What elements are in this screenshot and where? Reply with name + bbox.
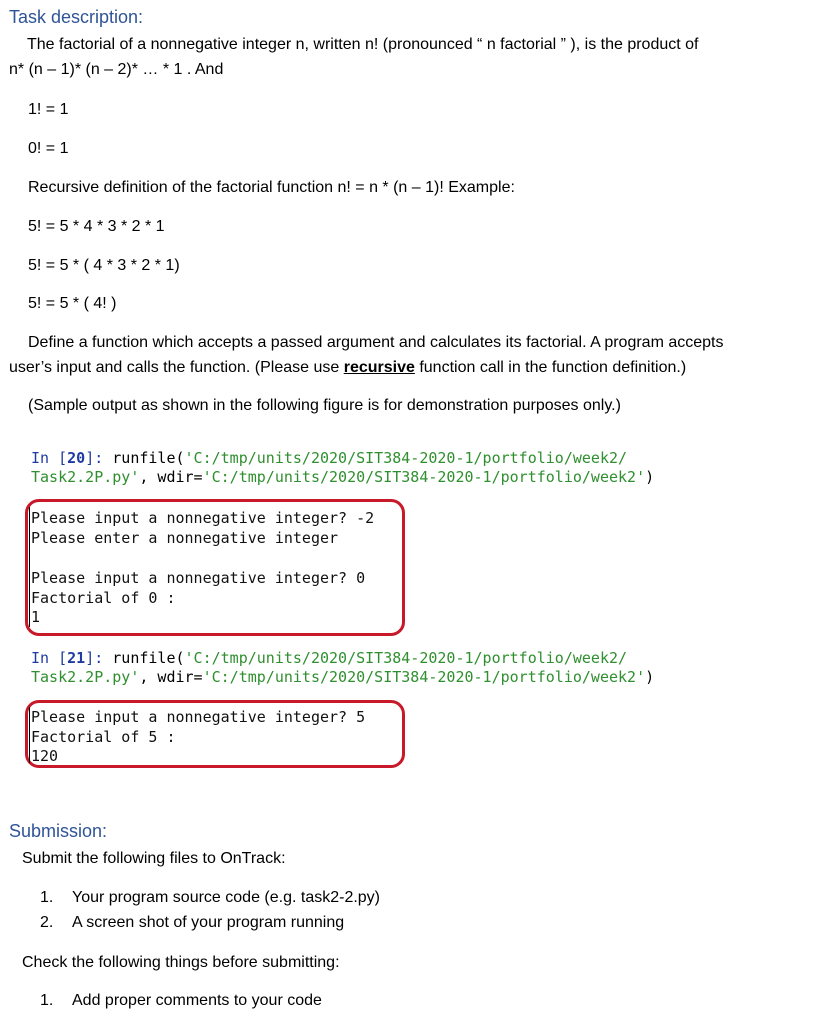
example-1: 5! = 5 * 4 * 3 * 2 * 1	[28, 218, 165, 235]
submission-item-1-num: 1.	[40, 889, 54, 906]
submission-item-2: A screen shot of your program running	[72, 914, 345, 931]
define-line-1: Define a function which accepts a passed argument and calculates its factorial. A program accepts	[28, 334, 724, 351]
check-item-1: Add proper comments to your code	[72, 992, 322, 1009]
run2-output-3: 120	[31, 747, 59, 765]
submission-intro: Submit the following files to OnTrack:	[22, 850, 286, 867]
console-left-rule-1	[29, 507, 30, 627]
check-intro: Check the following things before submitting:	[22, 954, 340, 971]
console-left-rule-2	[29, 707, 30, 763]
example-3: 5! = 5 * ( 4! )	[28, 295, 117, 312]
run1-output-4: Factorial of 0 :	[31, 589, 176, 607]
run1-output-2: Please enter a nonnegative integer	[31, 529, 339, 547]
run1-output-3: Please input a nonnegative integer? 0	[31, 569, 366, 587]
submission-item-1: Your program source code (e.g. task2-2.py)	[72, 889, 381, 906]
console-run1-line1: In [20]: runfile('C:/tmp/units/2020/SIT384-2020-1/portfolio/week2/	[31, 449, 628, 467]
console-run2-line2: Task2.2P.py', wdir='C:/tmp/units/2020/SIT384-2020-1/portfolio/week2')	[31, 668, 655, 686]
task-heading: Task description:	[9, 7, 144, 27]
console-run1-line2: Task2.2P.py', wdir='C:/tmp/units/2020/SIT384-2020-1/portfolio/week2')	[31, 468, 655, 486]
run2-output-2: Factorial of 5 :	[31, 728, 176, 746]
example-2: 5! = 5 * ( 4 * 3 * 2 * 1)	[28, 257, 180, 274]
define-line-2-a: user’s input and calls the function. (Please use	[9, 359, 344, 376]
submission-heading: Submission:	[9, 821, 108, 841]
sample-note: (Sample output as shown in the following figure is for demonstration purposes only.)	[28, 397, 621, 414]
one-factorial: 1! = 1	[28, 101, 69, 118]
console-run2-line1: In [21]: runfile('C:/tmp/units/2020/SIT384-2020-1/portfolio/week2/	[31, 649, 628, 667]
intro-line-1: The factorial of a nonnegative integer n, written n! (pronounced “ n factorial ” ), is the product of	[27, 36, 699, 53]
zero-factorial: 0! = 1	[28, 140, 69, 157]
submission-item-2-num: 2.	[40, 914, 54, 931]
run1-output-5: 1	[31, 608, 41, 626]
run2-output-1: Please input a nonnegative integer? 5	[31, 708, 366, 726]
define-line-2	[9, 359, 686, 377]
define-line-2-c: function call in the function definition.)	[414, 359, 687, 376]
recursive-definition: Recursive definition of the factorial function n! = n * (n – 1)! Example:	[28, 179, 515, 196]
check-item-1-num: 1.	[40, 992, 54, 1009]
recursive-emphasis: recursive	[343, 359, 415, 376]
intro-line-2: n* (n – 1)* (n – 2)* … * 1 . And	[9, 61, 224, 78]
run1-output-1: Please input a nonnegative integer? -2	[31, 509, 375, 527]
